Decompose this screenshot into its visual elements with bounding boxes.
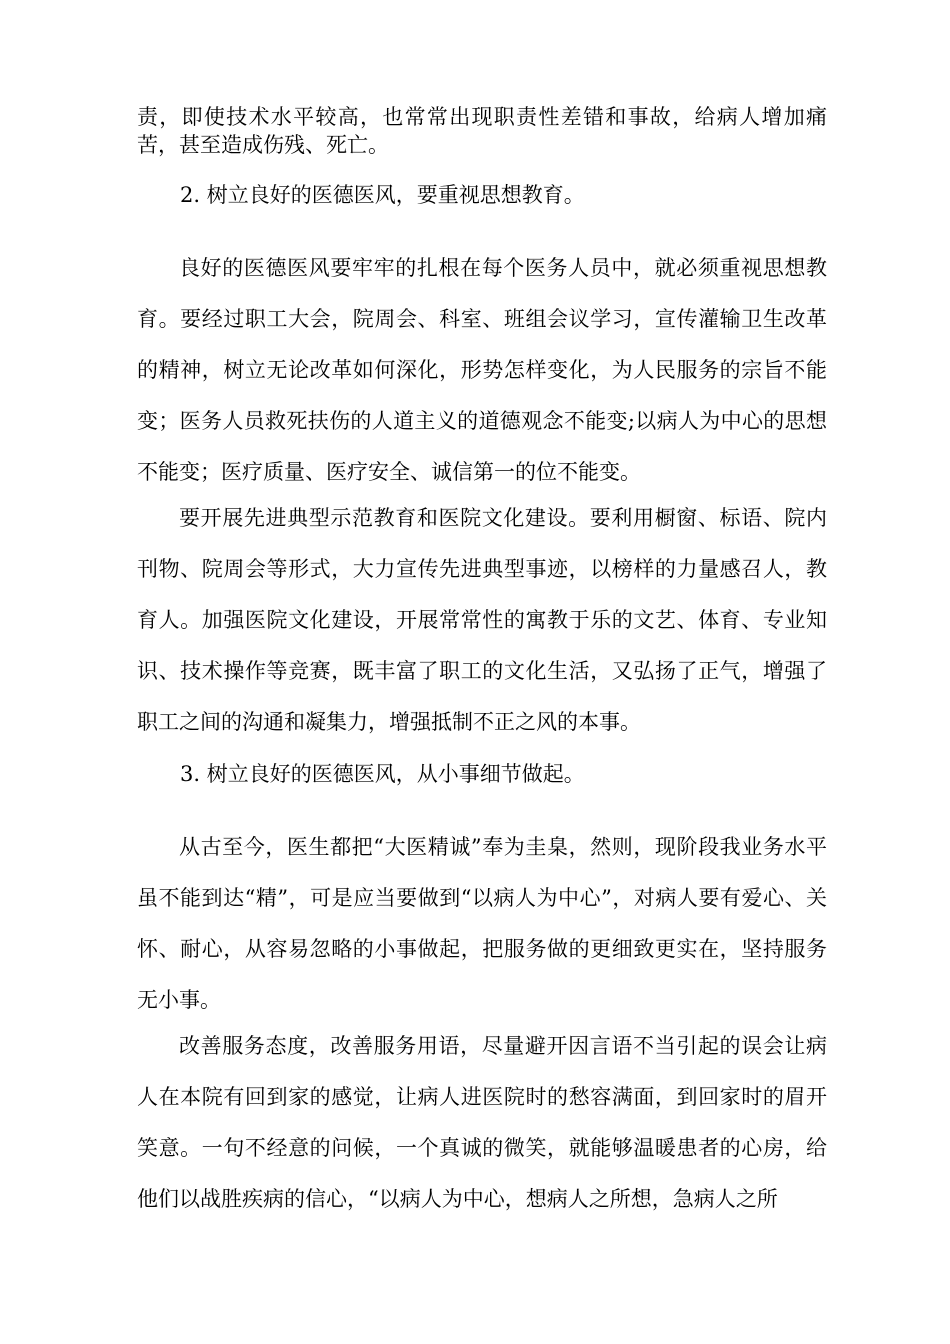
- paragraph-patient-centered: 从古至今，医生都把“大医精诚”奉为圭臬，然则，现阶段我业务水平虽不能到达“精”，可是应当要做到“以病人为中心”，对病人要有爱心、关怀、耐心，从容易忽略的小事做起，把服务做的更细致更实在，坚持服务无小事。: [137, 835, 827, 1012]
- section-heading-2: 2. 树立良好的医德医风，要重视思想教育。: [180, 183, 585, 207]
- paragraph-service-attitude: 改善服务态度，改善服务用语，尽量避开因言语不当引起的误会让病人在本院有回到家的感觉，让病人进医院时的愁容满面，到回家时的眉开笑意。一句不经意的问候，一个真诚的微笑，就能够温暖患者的心房，给他们以战胜疾病的信心，“以病人为中心，想病人之所想，急病人之所: [137, 1034, 827, 1211]
- paragraph-thought-education: 良好的医德医风要牢牢的扎根在每个医务人员中，就必须重视思想教育。要经过职工大会，院周会、科室、班组会议学习，宣传灌输卫生改革的精神，树立无论改革如何深化，形势怎样变化，为人民服务的宗旨不能变；医务人员救死扶伤的人道主义的道德观念不能变;以病人为中心的思想不能变；医疗质量、医疗安全、诚信第一的位不能变。: [137, 256, 827, 484]
- section-heading-3: 3. 树立良好的医德医风，从小事细节做起。: [180, 762, 585, 786]
- paragraph-hospital-culture: 要开展先进典型示范教育和医院文化建设。要利用橱窗、标语、院内刊物、院周会等形式，大力宣传先进典型事迹，以榜样的力量感召人，教育人。加强医院文化建设，开展常常性的寓教于乐的文艺、体育、专业知识、技术操作等竞赛，既丰富了职工的文化生活，又弘扬了正气，增强了职工之间的沟通和凝集力，增强抵制不正之风的本事。: [137, 506, 827, 734]
- paragraph-continuation: 责，即使技术水平较高，也常常出现职责性差错和事故，给病人增加痛苦，甚至造成伤残、死亡。: [137, 105, 827, 157]
